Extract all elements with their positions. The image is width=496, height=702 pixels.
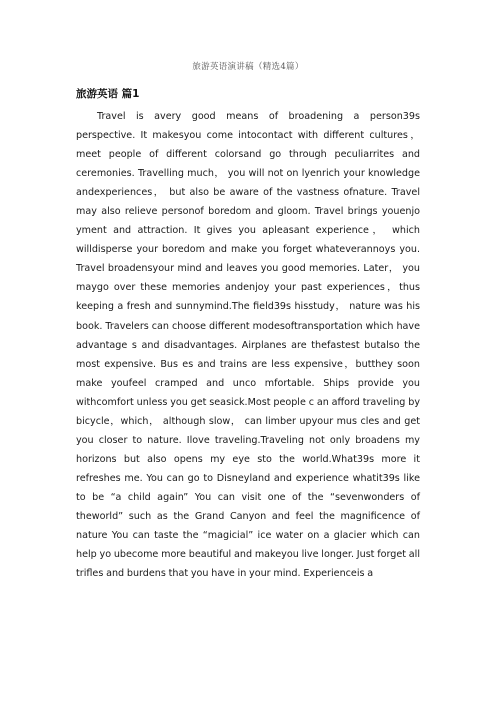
section-title: 旅游英语 篇1 (76, 88, 140, 100)
document-header: 旅游英语演讲稿（精选4篇） (192, 62, 304, 72)
body-paragraph: Travel is avery good means of broadening a person39s perspective. It makesyou come intocontact with different cultures，meet people of different colorsand go through peculiarrites and ceremonies. Travelling much， you will not on lyenrich your knowledge andexperiences， but also be aware of the vastness ofnature. Travel may also relieve personof boredom and gloom. Travel brings youenjo yment and attraction. It gives you apleasant experience， which willdisperse your boredom and make you forget whateverannoys you. Travel broadensyour mind and leaves you good memories. Later， you maygo over these memories andenjoy your past experiences，thus keeping a fresh and sunnymind.The field39s hisstudy， nature was his book. Travelers can choose different modesoftransportation which have advantage s and disadvantages. Airplanes are thefastest butalso the most expensive. Bus es and trains are less expensive，butthey soon make youfeel cramped and unco mfortable. Ships provide you withcomfort unless you get seasick.Most people c an afford traveling by bicycle，which， although slow， can limber upyour mus cles and get you closer to nature. Ilove traveling.Traveling not only broadens my horizons but also opens my eye sto the world.What39s more it refreshes me. You can go to Disneyland and experience whatit39s like to be “a child again” You can visit one of the “sevenwonders of theworld” such as the Grand Canyon and feel the magnificence of nature You can taste the “magicial” ice water on a glacier which can help yo ubecome more beautiful and makeyou live longer. Just forget all trifles and burdens that you have in your mind. Experienceis a (76, 111, 420, 580)
